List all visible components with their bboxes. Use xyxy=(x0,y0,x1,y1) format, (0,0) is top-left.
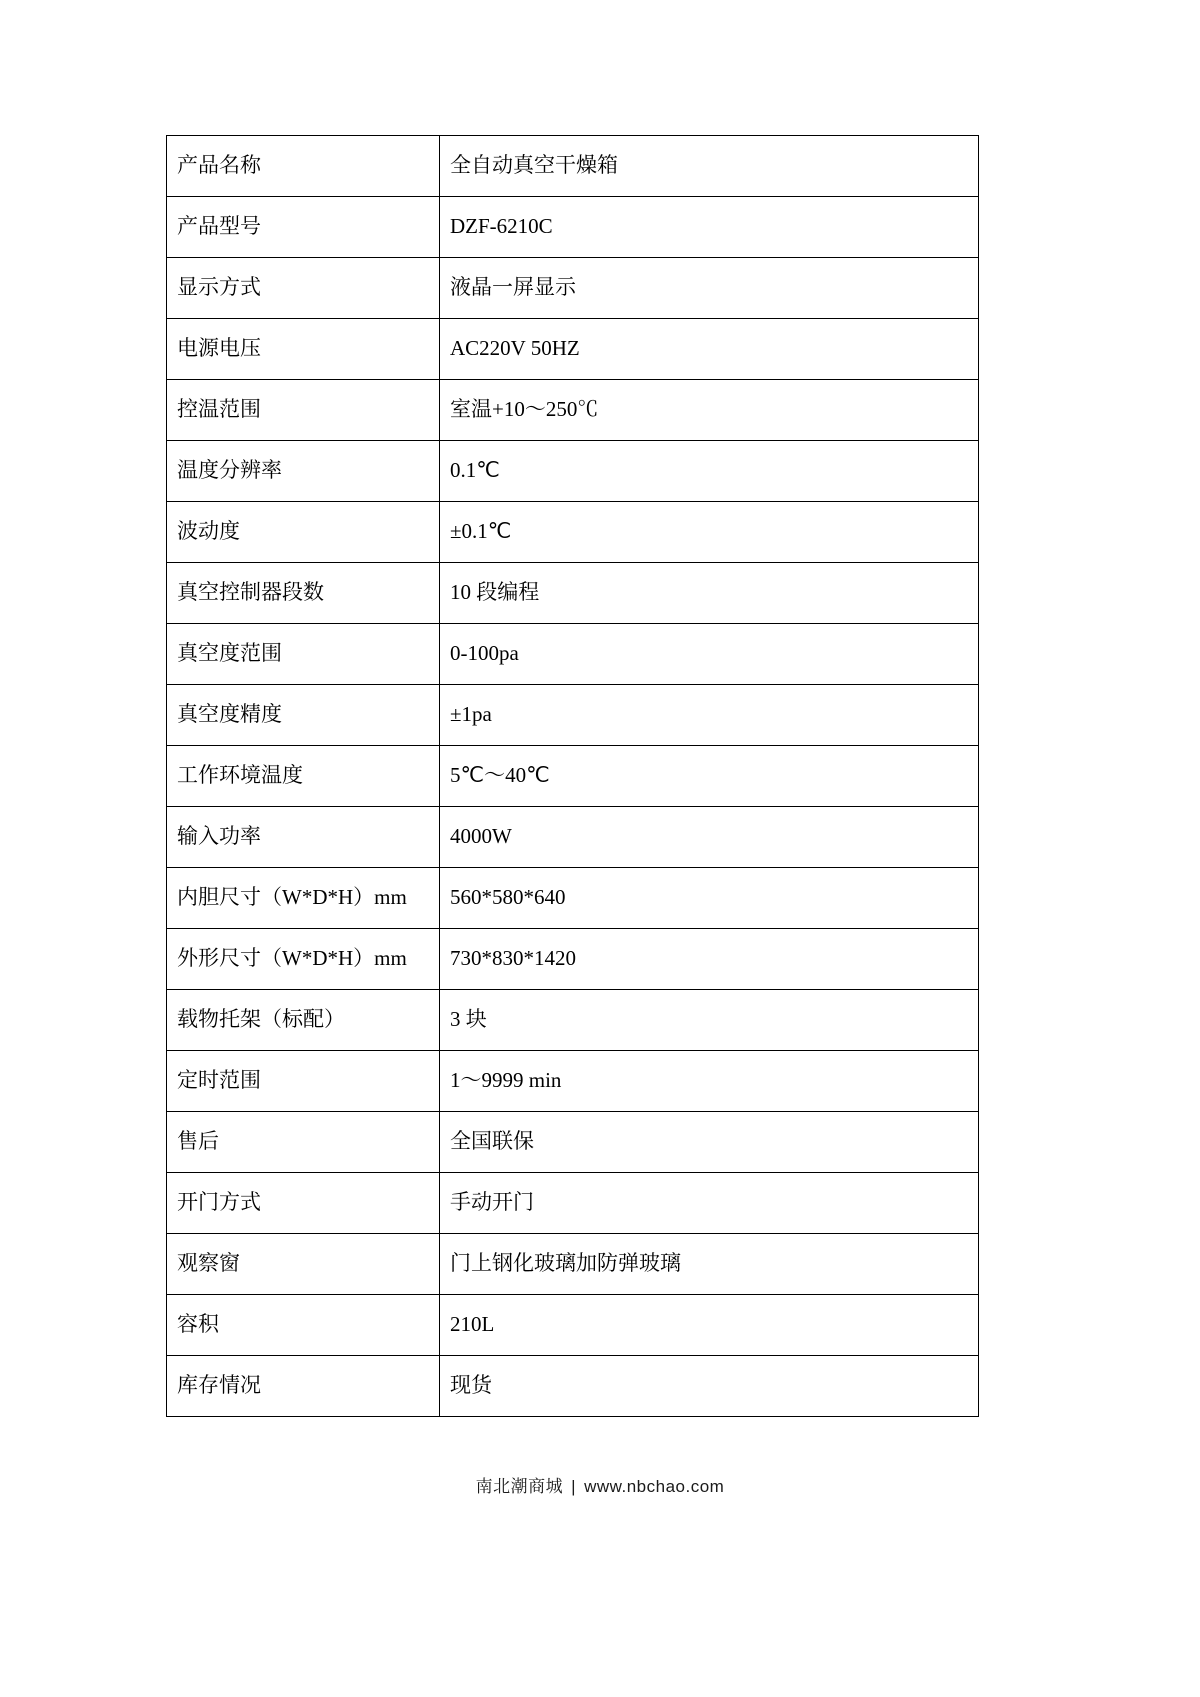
spec-value-cell xyxy=(440,380,979,441)
table-row xyxy=(167,685,979,746)
spec-label-text: 定时范围 xyxy=(177,1068,261,1093)
table-row xyxy=(167,502,979,563)
spec-label-text: 开门方式 xyxy=(177,1190,261,1215)
spec-value-text: DZF-6210C xyxy=(450,214,553,239)
spec-value-text: 现货 xyxy=(450,1373,492,1398)
spec-value-text: 0.1℃ xyxy=(450,458,500,483)
spec-label-cell xyxy=(167,197,440,258)
spec-label-cell xyxy=(167,1295,440,1356)
spec-value-text: 手动开门 xyxy=(450,1190,534,1215)
table-row xyxy=(167,624,979,685)
spec-value-text: 5℃～40℃ xyxy=(450,763,550,788)
table-row xyxy=(167,807,979,868)
spec-value-cell xyxy=(440,1112,979,1173)
spec-value-text: 全国联保 xyxy=(450,1129,534,1154)
spec-label-cell xyxy=(167,136,440,197)
spec-value-text: 门上钢化玻璃加防弹玻璃 xyxy=(450,1251,681,1276)
spec-value-cell xyxy=(440,441,979,502)
spec-label-cell xyxy=(167,929,440,990)
spec-label-cell xyxy=(167,1112,440,1173)
spec-label-text: 工作环境温度 xyxy=(177,763,303,788)
spec-label-text: 售后 xyxy=(177,1129,219,1154)
spec-label-text: 控温范围 xyxy=(177,397,261,422)
spec-value-text: AC220V 50HZ xyxy=(450,336,580,361)
spec-value-cell xyxy=(440,1356,979,1417)
spec-label-text: 产品型号 xyxy=(177,214,261,239)
spec-label-cell xyxy=(167,319,440,380)
spec-label-text: 容积 xyxy=(177,1312,219,1337)
footer-url: www.nbchao.com xyxy=(584,1477,725,1496)
spec-label-text: 真空控制器段数 xyxy=(177,580,324,605)
table-row xyxy=(167,563,979,624)
table-row xyxy=(167,380,979,441)
spec-label-text: 波动度 xyxy=(177,519,240,544)
spec-label-cell xyxy=(167,807,440,868)
spec-value-text: 560*580*640 xyxy=(450,885,566,910)
spec-value-text: ±1pa xyxy=(450,702,492,727)
spec-value-text: 室温+10～250℃ xyxy=(450,397,599,422)
spec-label-cell xyxy=(167,502,440,563)
table-row xyxy=(167,1356,979,1417)
spec-value-text: 液晶一屏显示 xyxy=(450,275,576,300)
spec-value-text: 10 段编程 xyxy=(450,580,540,605)
spec-label-cell xyxy=(167,685,440,746)
spec-value-cell xyxy=(440,746,979,807)
spec-label-cell xyxy=(167,1356,440,1417)
spec-value-cell xyxy=(440,1051,979,1112)
table-row xyxy=(167,1051,979,1112)
spec-value-cell xyxy=(440,136,979,197)
spec-value-text: 4000W xyxy=(450,824,512,849)
spec-label-text: 温度分辨率 xyxy=(177,458,282,483)
table-row xyxy=(167,197,979,258)
spec-value-cell xyxy=(440,197,979,258)
spec-value-text: 730*830*1420 xyxy=(450,946,576,971)
spec-label-text: 显示方式 xyxy=(177,275,261,300)
spec-label-cell xyxy=(167,563,440,624)
table-row xyxy=(167,441,979,502)
table-row xyxy=(167,258,979,319)
spec-value-cell xyxy=(440,502,979,563)
spec-value-cell xyxy=(440,1234,979,1295)
spec-label-text: 电源电压 xyxy=(177,336,261,361)
spec-label-cell xyxy=(167,1173,440,1234)
spec-value-cell xyxy=(440,319,979,380)
spec-label-cell xyxy=(167,624,440,685)
spec-label-text: 观察窗 xyxy=(177,1251,240,1276)
spec-label-cell xyxy=(167,746,440,807)
spec-label-text: 库存情况 xyxy=(177,1373,261,1398)
spec-value-text: 0-100pa xyxy=(450,641,519,666)
spec-label-text: 产品名称 xyxy=(177,153,261,178)
spec-value-cell xyxy=(440,563,979,624)
table-row xyxy=(167,1112,979,1173)
spec-value-cell xyxy=(440,990,979,1051)
spec-label-text: 内胆尺寸（W*D*H）mm xyxy=(177,885,407,910)
spec-value-cell xyxy=(440,1295,979,1356)
spec-value-cell xyxy=(440,624,979,685)
spec-value-text: 全自动真空干燥箱 xyxy=(450,153,618,178)
spec-value-text: 210L xyxy=(450,1312,495,1337)
spec-value-text: 1～9999 min xyxy=(450,1068,562,1093)
table-row xyxy=(167,136,979,197)
footer-site-name: 南北潮商城 xyxy=(475,1477,564,1496)
table-row xyxy=(167,1234,979,1295)
spec-label-cell xyxy=(167,1234,440,1295)
spec-label-cell xyxy=(167,258,440,319)
spec-label-text: 真空度精度 xyxy=(177,702,282,727)
product-spec-table xyxy=(166,135,979,1417)
table-row xyxy=(167,1295,979,1356)
spec-label-cell xyxy=(167,990,440,1051)
spec-label-text: 输入功率 xyxy=(177,824,261,849)
spec-value-text: 3 块 xyxy=(450,1007,487,1032)
table-row xyxy=(167,868,979,929)
table-row xyxy=(167,1173,979,1234)
spec-label-cell xyxy=(167,441,440,502)
spec-label-cell xyxy=(167,380,440,441)
footer-separator: | xyxy=(571,1477,577,1496)
table-row xyxy=(167,990,979,1051)
table-row xyxy=(167,746,979,807)
product-spec-table-container xyxy=(166,135,938,1417)
spec-value-cell xyxy=(440,1173,979,1234)
table-body xyxy=(167,136,979,1417)
spec-value-cell xyxy=(440,868,979,929)
table-row xyxy=(167,929,979,990)
table-row xyxy=(167,319,979,380)
spec-value-cell xyxy=(440,685,979,746)
spec-value-text: ±0.1℃ xyxy=(450,519,512,544)
page-footer xyxy=(0,1472,1200,1497)
spec-value-cell xyxy=(440,929,979,990)
spec-value-cell xyxy=(440,807,979,868)
spec-value-cell xyxy=(440,258,979,319)
spec-label-cell xyxy=(167,1051,440,1112)
spec-label-text: 真空度范围 xyxy=(177,641,282,666)
spec-label-text: 载物托架（标配） xyxy=(177,1007,345,1032)
spec-label-cell xyxy=(167,868,440,929)
spec-label-text: 外形尺寸（W*D*H）mm xyxy=(177,946,407,971)
